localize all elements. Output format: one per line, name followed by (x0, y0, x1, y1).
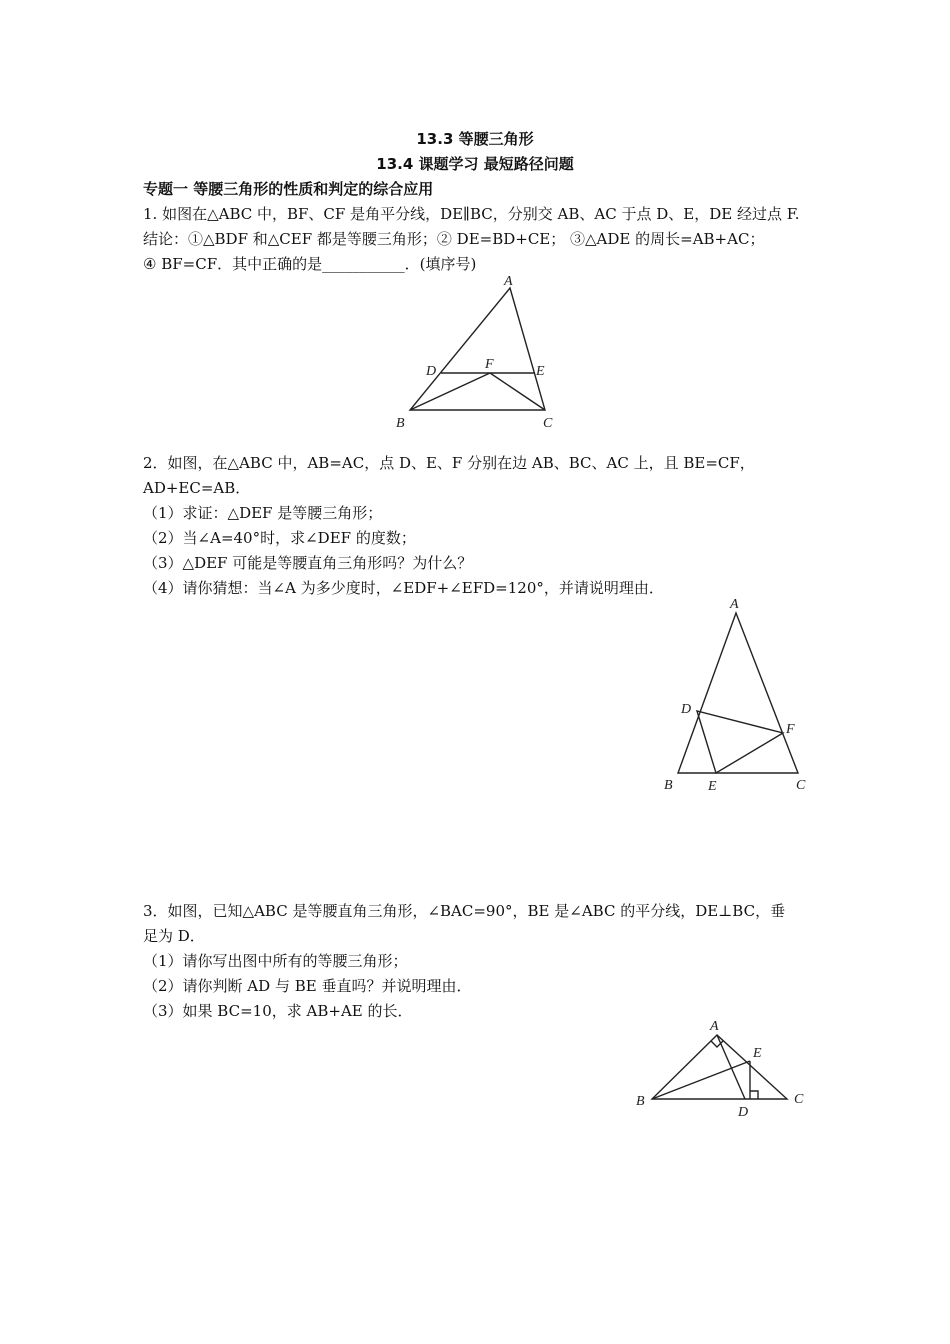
label-e: E (536, 364, 545, 379)
segment-ad (717, 1035, 745, 1099)
problem2-q3: （3）△DEF 可能是等腰直角三角形吗？为什么？ (143, 554, 473, 572)
segment-be (652, 1061, 750, 1099)
problem3-line2: 足为 D． (143, 927, 205, 945)
problem3-figure (632, 1015, 812, 1125)
problem2-q2: （2）当∠A=40°时，求∠DEF 的度数； (143, 529, 416, 547)
triangle-abc (678, 613, 798, 773)
label-c: C (796, 778, 806, 793)
label-a: A (710, 1019, 719, 1034)
label-a: A (504, 274, 513, 289)
label-c: C (543, 416, 553, 431)
label-e: E (708, 779, 717, 794)
problem2-line2: AD+EC=AB． (143, 479, 251, 497)
label-d: D (738, 1105, 749, 1120)
segment-bf (410, 373, 490, 410)
label-f: F (485, 357, 494, 372)
label-d: D (426, 364, 437, 379)
problem1-figure (380, 270, 580, 435)
problem2-figure (660, 593, 820, 798)
problem1-line1: 1. 如图在△ABC 中，BF、CF 是角平分线，DE∥BC，分别交 AB、AC 于点 D、E，DE 经过点 F. (143, 205, 800, 223)
problem2-line1: 2．如图，在△ABC 中，AB=AC，点 D、E、F 分别在边 AB、BC、AC 上，且 BE=CF， (143, 454, 755, 472)
problem2-q4: （4）请你猜想：当∠A 为多少度时，∠EDF+∠EFD=120°，并请说明理由． (143, 579, 664, 597)
problem3-line1: 3．如图，已知△ABC 是等腰直角三角形，∠BAC=90°，BE 是∠ABC 的平分线，DE⊥BC，垂 (143, 902, 786, 920)
triangle-abc (410, 288, 545, 410)
main-title: 13.3 等腰三角形 (416, 130, 534, 148)
label-e: E (753, 1046, 762, 1061)
label-b: B (396, 416, 405, 431)
topic-heading: 专题一 等腰三角形的性质和判定的综合应用 (143, 180, 434, 198)
sub-title: 13.4 课题学习 最短路径问题 (376, 155, 574, 173)
label-b: B (636, 1094, 645, 1109)
label-f: F (786, 722, 795, 737)
problem3-q3: （3）如果 BC=10，求 AB+AE 的长． (143, 1002, 413, 1020)
problem1-line3: ④ BF=CF．其中正确的是___________．(填序号) (143, 255, 477, 273)
problem3-q2: （2）请你判断 AD 与 BE 垂直吗？并说明理由． (143, 977, 472, 995)
triangle-def (697, 711, 783, 773)
problem2-q1: （1）求证：△DEF 是等腰三角形； (143, 504, 383, 522)
label-c: C (794, 1092, 804, 1107)
problem1-line2: 结论：①△BDF 和△CEF 都是等腰三角形；② DE=BD+CE； ③△ADE 的周长=AB+AC； (143, 230, 765, 248)
label-b: B (664, 778, 673, 793)
right-angle-d (750, 1091, 758, 1099)
label-d: D (681, 702, 692, 717)
label-a: A (730, 597, 739, 612)
problem3-q1: （1）请你写出图中所有的等腰三角形； (143, 952, 408, 970)
